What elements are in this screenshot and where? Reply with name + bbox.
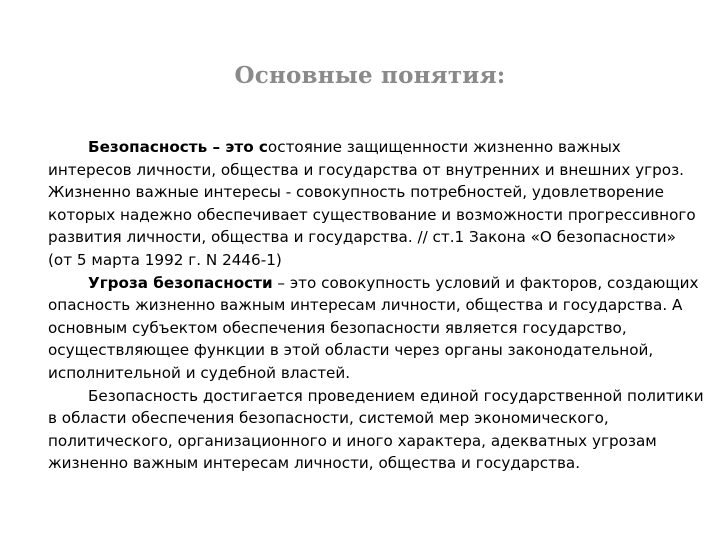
term-threat: Угроза безопасности [88,273,273,292]
paragraph-security-achievement [48,385,704,475]
term-security: Безопасность – это с [88,138,268,156]
paragraph-security-definition [48,136,704,272]
paragraph-threat-definition [48,272,704,385]
achievement-text: Безопасность достигается проведением единой государственной политики в области обеспечения безопасности, системой мер экономического, политического, организационного и иного характера, адекватных угрозам жизненно важным интересам личности, общества и государства. [48,386,704,473]
slide-title: Основные понятия: [234,62,506,89]
definition-threat: – это совокупность условий и факторов, создающих опасность жизненно важным интересам личности, общества и государства. А основным субъектом обеспечения безопасности является государство, осуществляющее функции в этой области через органы законодательной, исполнительной и судебной властей. [48,273,699,382]
slide-body [48,136,704,475]
definition-security: остояние защищенности жизненно важных интересов личности, общества и государства от внутренних и внешних угроз. Жизненно важные интересы - совокупность потребностей, удовлетворение которых надежно обеспечивает существование и возможности прогрессивного развития личности, общества и государства. // ст.1 Закона «О безопасности» (от 5 марта 1992 г. N 2446-1) [48,138,696,269]
